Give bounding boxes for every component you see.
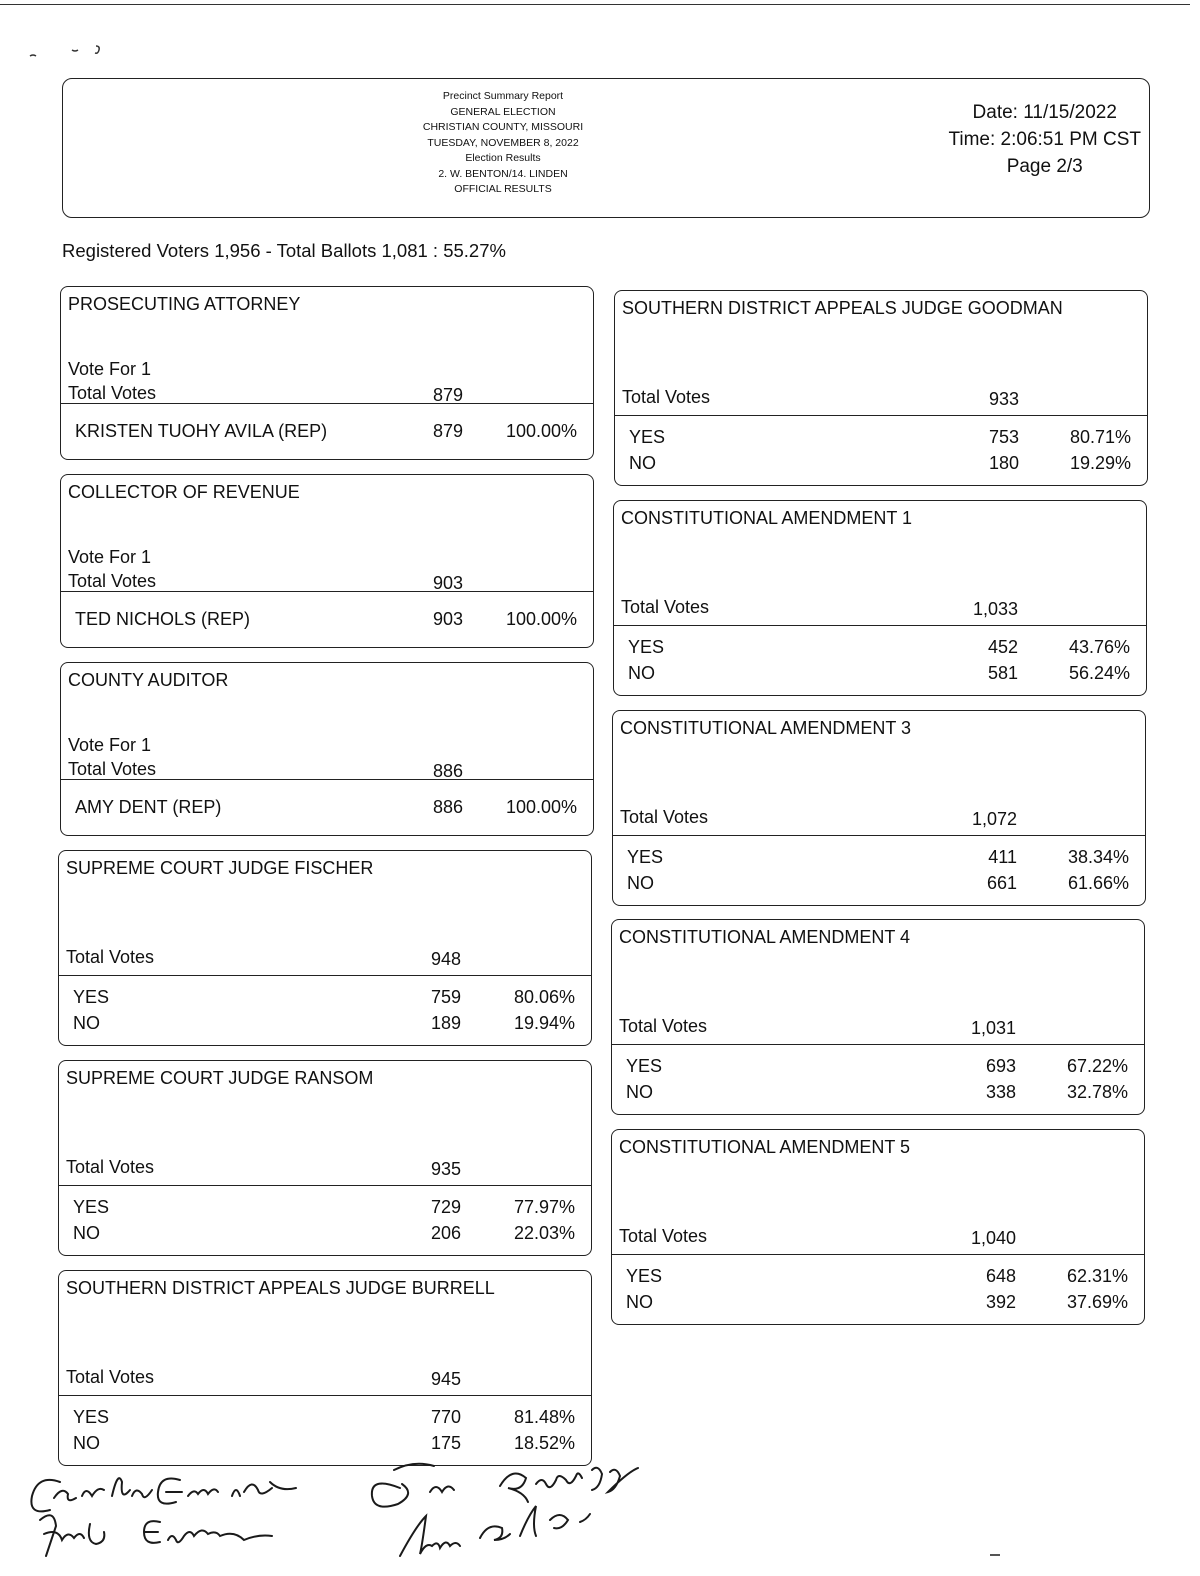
- choice-percent: 19.29%: [1069, 453, 1131, 473]
- official-signatures: [20, 1462, 680, 1572]
- scan-specks: [28, 42, 118, 66]
- choice-name: NO: [628, 663, 655, 683]
- contest-box: [60, 286, 594, 460]
- vote-for-label: Vote For 1: [68, 735, 152, 755]
- choice-votes: 452: [987, 637, 1018, 657]
- contest-title: SUPREME COURT JUDGE FISCHER: [66, 858, 374, 878]
- choice-row: [59, 1223, 591, 1247]
- choice-name: YES: [73, 1407, 110, 1427]
- choice-votes: 661: [986, 873, 1017, 893]
- choice-votes: 338: [985, 1082, 1016, 1102]
- choice-votes: 175: [430, 1433, 461, 1453]
- choice-percent: 22.03%: [513, 1223, 575, 1243]
- contest-box: [611, 1129, 1145, 1325]
- choice-row: [615, 427, 1147, 451]
- report-header: [62, 78, 1150, 218]
- choice-row: [614, 637, 1146, 661]
- choice-votes: 903: [432, 609, 463, 629]
- contest-box: [612, 710, 1146, 906]
- divider: [59, 1395, 591, 1396]
- total-votes-label: Total Votes: [621, 597, 710, 617]
- choice-row: [59, 987, 591, 1011]
- report-heading: [363, 89, 643, 198]
- county-name: CHRISTIAN COUNTY, MISSOURI: [422, 121, 584, 133]
- choice-name: TED NICHOLS (REP): [75, 609, 251, 629]
- report-time: Time: 2:06:51 PM CST: [948, 129, 1141, 150]
- contest-title: CONSTITUTIONAL AMENDMENT 1: [621, 508, 913, 528]
- contest-title: SOUTHERN DISTRICT APPEALS JUDGE BURRELL: [66, 1278, 495, 1298]
- choice-row: [59, 1013, 591, 1037]
- contest-box: [58, 1060, 592, 1256]
- total-votes-value: 886: [432, 761, 463, 781]
- total-votes-value: 1,031: [970, 1018, 1016, 1038]
- choice-percent: 19.94%: [513, 1013, 575, 1033]
- choice-percent: 32.78%: [1066, 1082, 1128, 1102]
- total-votes-value: 1,033: [972, 599, 1018, 619]
- choice-votes: 392: [985, 1292, 1016, 1312]
- divider: [59, 1185, 591, 1186]
- top-edge-line: [0, 4, 1190, 5]
- total-votes-label: Total Votes: [68, 759, 157, 779]
- contest-title: COLLECTOR OF REVENUE: [68, 482, 300, 502]
- total-votes-value: 1,072: [971, 809, 1017, 829]
- contest-title: PROSECUTING ATTORNEY: [68, 294, 301, 314]
- choice-percent: 62.31%: [1066, 1266, 1128, 1286]
- choice-row: [59, 1197, 591, 1221]
- choice-name: NO: [626, 1292, 653, 1312]
- total-votes-value: 935: [430, 1159, 461, 1179]
- precinct-name: 2. W. BENTON/14. LINDEN: [438, 167, 568, 180]
- choice-row: [59, 1433, 591, 1457]
- total-votes-value: 945: [430, 1369, 461, 1389]
- choice-votes: 886: [432, 797, 463, 817]
- report-type: Precinct Summary Report: [442, 90, 564, 102]
- choice-row: [61, 797, 593, 821]
- choice-name: YES: [627, 847, 664, 867]
- choice-row: [612, 1082, 1144, 1106]
- choice-name: YES: [626, 1266, 663, 1286]
- choice-name: NO: [73, 1223, 100, 1243]
- turnout-summary: Registered Voters 1,956 - Total Ballots 1,081 : 55.27%: [62, 240, 506, 261]
- choice-percent: 80.71%: [1069, 427, 1131, 447]
- contest-title: SOUTHERN DISTRICT APPEALS JUDGE GOODMAN: [622, 298, 1063, 318]
- contest-title: CONSTITUTIONAL AMENDMENT 5: [619, 1137, 911, 1157]
- choice-name: NO: [629, 453, 656, 473]
- choice-row: [612, 1056, 1144, 1080]
- contest-title: COUNTY AUDITOR: [68, 670, 229, 690]
- choice-row: [614, 663, 1146, 687]
- total-votes-label: Total Votes: [620, 807, 709, 827]
- contest-box: [60, 474, 594, 648]
- contest-box: [60, 662, 594, 836]
- choice-name: YES: [629, 427, 666, 447]
- total-votes-value: 948: [430, 949, 461, 969]
- choice-percent: 100.00%: [505, 421, 577, 441]
- choice-row: [613, 873, 1145, 897]
- total-votes-label: Total Votes: [66, 1157, 155, 1177]
- choice-row: [612, 1292, 1144, 1316]
- divider: [61, 779, 593, 780]
- contest-title: CONSTITUTIONAL AMENDMENT 3: [620, 718, 912, 738]
- choice-votes: 753: [988, 427, 1019, 447]
- choice-votes: 206: [430, 1223, 461, 1243]
- page-number: Page 2/3: [1006, 156, 1083, 177]
- total-votes-label: Total Votes: [68, 571, 157, 591]
- contest-box: [614, 290, 1148, 486]
- choice-row: [615, 453, 1147, 477]
- choice-votes: 770: [430, 1407, 461, 1427]
- divider: [614, 625, 1146, 626]
- total-votes-label: Total Votes: [68, 383, 157, 403]
- choice-percent: 61.66%: [1067, 873, 1129, 893]
- report-date: Date: 11/15/2022: [972, 102, 1117, 123]
- total-votes-label: Total Votes: [619, 1226, 708, 1246]
- choice-percent: 56.24%: [1068, 663, 1130, 683]
- election-name: GENERAL ELECTION: [450, 105, 556, 118]
- choice-votes: 648: [985, 1266, 1016, 1286]
- choice-votes: 581: [987, 663, 1018, 683]
- vote-for-label: Vote For 1: [68, 547, 152, 567]
- choice-name: YES: [73, 1197, 110, 1217]
- choice-row: [613, 847, 1145, 871]
- choice-votes: 729: [430, 1197, 461, 1217]
- choice-row: [59, 1407, 591, 1431]
- results-label: Election Results: [465, 152, 541, 164]
- scan-mark: [990, 1554, 1000, 1556]
- choice-name: YES: [73, 987, 110, 1007]
- divider: [613, 835, 1145, 836]
- official-label: OFFICIAL RESULTS: [454, 183, 552, 195]
- choice-row: [61, 421, 593, 445]
- choice-name: KRISTEN TUOHY AVILA (REP): [75, 421, 328, 441]
- choice-name: NO: [627, 873, 654, 893]
- choice-percent: 67.22%: [1066, 1056, 1128, 1076]
- choice-votes: 189: [430, 1013, 461, 1033]
- total-votes-value: 879: [432, 385, 463, 405]
- election-date: TUESDAY, NOVEMBER 8, 2022: [427, 136, 579, 149]
- divider: [612, 1044, 1144, 1045]
- contest-box: [611, 919, 1145, 1115]
- choice-name: YES: [628, 637, 665, 657]
- total-votes-value: 933: [988, 389, 1019, 409]
- contest-box: [58, 1270, 592, 1466]
- report-meta: [948, 99, 1141, 180]
- total-votes-label: Total Votes: [66, 947, 155, 967]
- choice-percent: 18.52%: [513, 1433, 575, 1453]
- choice-percent: 80.06%: [513, 987, 575, 1007]
- choice-row: [61, 609, 593, 633]
- contest-title: SUPREME COURT JUDGE RANSOM: [66, 1068, 374, 1088]
- contest-box: [58, 850, 592, 1046]
- divider: [59, 975, 591, 976]
- choice-votes: 411: [988, 847, 1017, 867]
- choice-name: NO: [73, 1433, 100, 1453]
- total-votes-value: 903: [432, 573, 463, 593]
- divider: [612, 1254, 1144, 1255]
- total-votes-label: Total Votes: [622, 387, 711, 407]
- divider: [61, 403, 593, 404]
- choice-percent: 43.76%: [1068, 637, 1130, 657]
- choice-name: NO: [626, 1082, 653, 1102]
- choice-votes: 180: [988, 453, 1019, 473]
- contest-box: [613, 500, 1147, 696]
- divider: [615, 415, 1147, 416]
- choice-percent: 77.97%: [513, 1197, 575, 1217]
- vote-for-label: Vote For 1: [68, 359, 152, 379]
- choice-votes: 693: [985, 1056, 1016, 1076]
- choice-percent: 81.48%: [513, 1407, 575, 1427]
- choice-percent: 100.00%: [505, 609, 577, 629]
- choice-name: YES: [626, 1056, 663, 1076]
- choice-percent: 38.34%: [1067, 847, 1129, 867]
- choice-name: AMY DENT (REP): [75, 797, 222, 817]
- contest-title: CONSTITUTIONAL AMENDMENT 4: [619, 927, 911, 947]
- choice-percent: 100.00%: [505, 797, 577, 817]
- total-votes-label: Total Votes: [619, 1016, 708, 1036]
- choice-votes: 759: [430, 987, 461, 1007]
- choice-name: NO: [73, 1013, 100, 1033]
- total-votes-label: Total Votes: [66, 1367, 155, 1387]
- choice-votes: 879: [432, 421, 463, 441]
- total-votes-value: 1,040: [970, 1228, 1016, 1248]
- choice-row: [612, 1266, 1144, 1290]
- choice-percent: 37.69%: [1066, 1292, 1128, 1312]
- divider: [61, 591, 593, 592]
